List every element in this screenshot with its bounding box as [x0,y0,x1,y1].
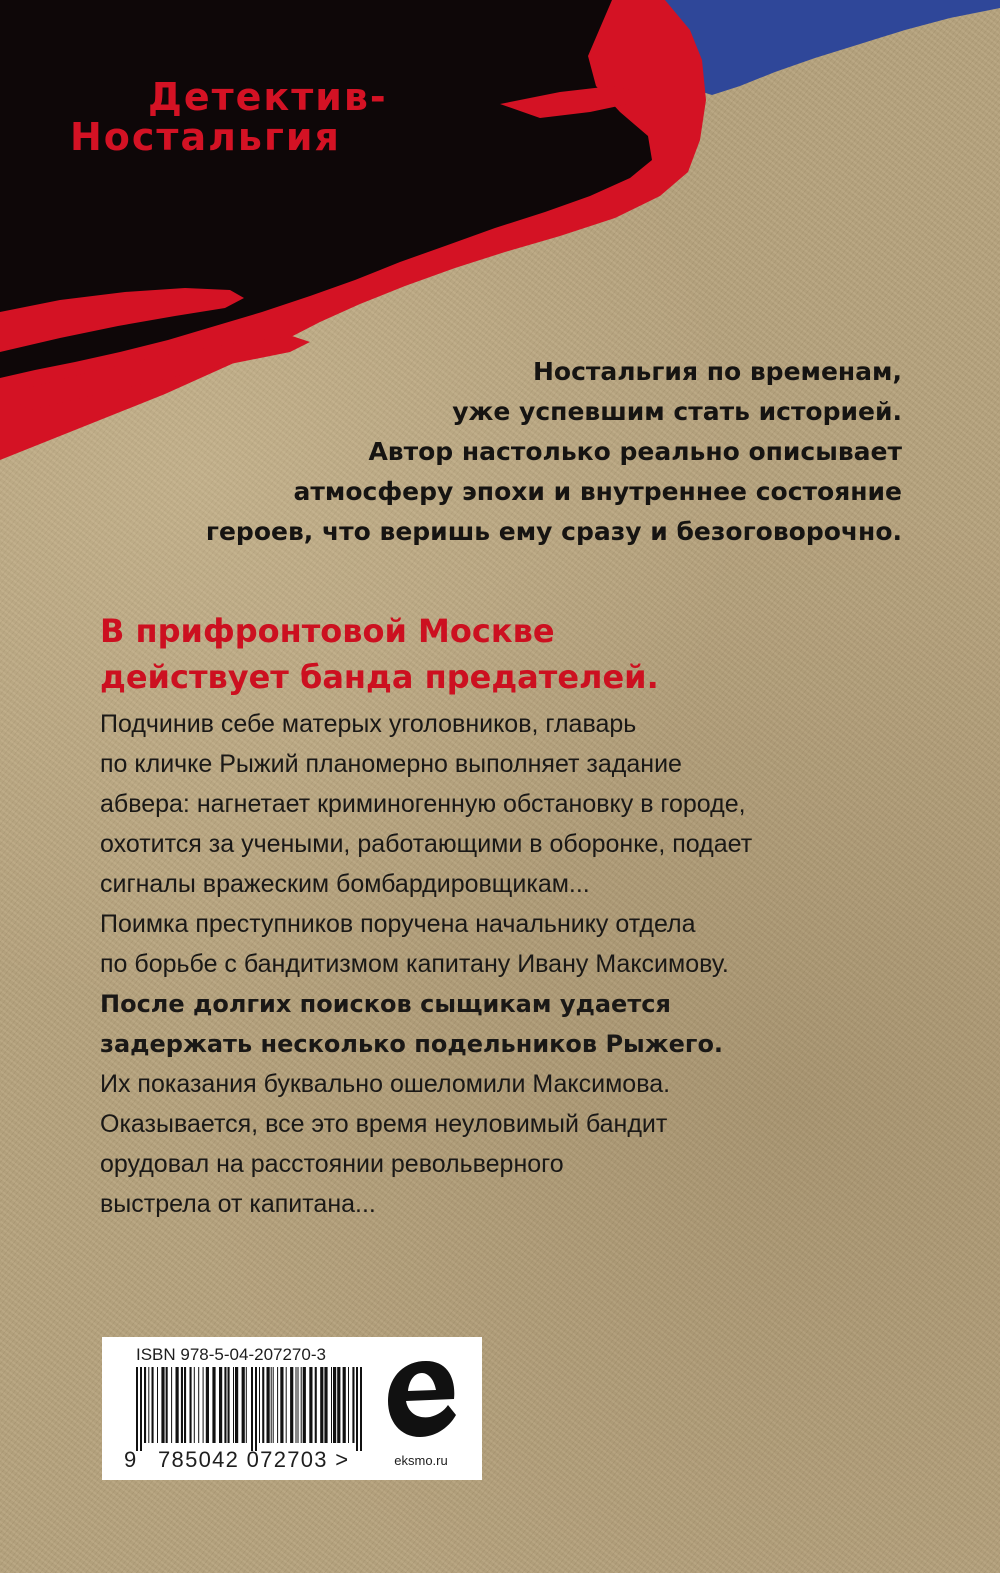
blurb-text: Ностальгия по временам, уже успевшим стать историей. Автор настолько реально описывает атмосферу эпохи и внутреннее состояние героев, что веришь ему сразу и безоговорочно. [205,357,902,546]
barcode-bar [267,1367,270,1443]
barcode-bar [298,1367,299,1443]
barcode-bar [198,1367,199,1443]
barcode-bar [219,1367,222,1443]
barcode-bar [262,1367,264,1443]
barcode-bar [301,1367,302,1443]
series-title-line-2: Ностальгия [70,115,341,159]
barcode-bar [161,1367,164,1443]
barcode-bar [348,1367,349,1443]
synopsis-paragraph-2: Поимка преступников поручена начальнику отдела по борьбе с бандитизмом капитану Ивану Максимову. [100,910,729,978]
barcode-bar [224,1367,226,1443]
barcode-bar [166,1367,168,1443]
barcode-bar [148,1367,149,1443]
barcode-bar [356,1367,358,1451]
barcode-bar [290,1367,293,1443]
barcode-bar [320,1367,323,1443]
barcode-bar [206,1367,209,1443]
synopsis [100,704,900,1224]
barcode-bar [303,1367,306,1443]
eksmo-logo-icon [384,1355,458,1447]
barcode-bar [171,1367,172,1443]
barcode-bar [251,1367,253,1451]
barcode-bar [331,1367,332,1443]
barcode-bar [324,1367,327,1443]
barcode-bar [273,1367,274,1443]
barcode-bar [360,1367,362,1451]
barcode-bar [271,1367,272,1443]
barcode-panel [102,1337,482,1480]
series-title-line-1: Детектив- [148,75,388,119]
barcode-bar [246,1367,247,1443]
barcode-bar [280,1367,283,1443]
barcode-bar [233,1367,234,1443]
barcode-bar [181,1367,183,1443]
barcode-bar [136,1367,138,1451]
barcode-bar [286,1367,287,1443]
barcode-bar [157,1367,158,1443]
barcode-bar [184,1367,186,1443]
barcode-bar [296,1367,297,1443]
barcode-bar [194,1367,195,1443]
synopsis-paragraph-1: Подчинив себе матерых уголовников, главарь по кличке Рыжий планомерно выполняет задание абвера: нагнетает криминогенную обстановку в городе, охотится за учеными, работающими в оборонке, подает сигналы вражеским бомбардировщикам... [100,710,753,898]
barcode-bar [343,1367,346,1443]
barcode-bar [176,1367,179,1443]
ean-digits: 785042 072703 > [158,1447,350,1472]
synopsis-paragraph-3: После долгих поисков сыщикам удается задержать несколько подельников Рыжего. [100,990,724,1058]
barcode-bar [203,1367,204,1443]
barcode-bar [255,1367,257,1451]
barcode-bar [190,1367,192,1443]
barcode-bar [152,1367,154,1443]
synopsis-headline: В прифронтовой Москве действует банда предателей. [100,612,659,696]
barcode-bar [352,1367,354,1443]
barcode-bar [315,1367,317,1443]
barcode-bar [140,1367,142,1451]
barcode-bar [277,1367,278,1443]
barcode-bar [228,1367,230,1443]
publisher-site: eksmo.ru [394,1453,448,1468]
barcode-bar [309,1367,312,1443]
barcode-bar [235,1367,238,1443]
barcode-bar [333,1367,336,1443]
barcode-bar [144,1367,146,1443]
synopsis-paragraph-4: Их показания буквально ошеломили Максимова. Оказывается, все это время неуловимый бандит орудовал на расстоянии револьверного выстрела от капитана... [100,1070,671,1218]
barcode-bar [259,1367,260,1443]
series-title [70,75,388,159]
barcode-bar [212,1367,215,1443]
barcode-bar [242,1367,245,1443]
ean-prefix-digit: 9 [124,1447,137,1472]
barcode-bar [337,1367,340,1443]
isbn-label: ISBN 978-5-04-207270-3 [136,1345,326,1364]
